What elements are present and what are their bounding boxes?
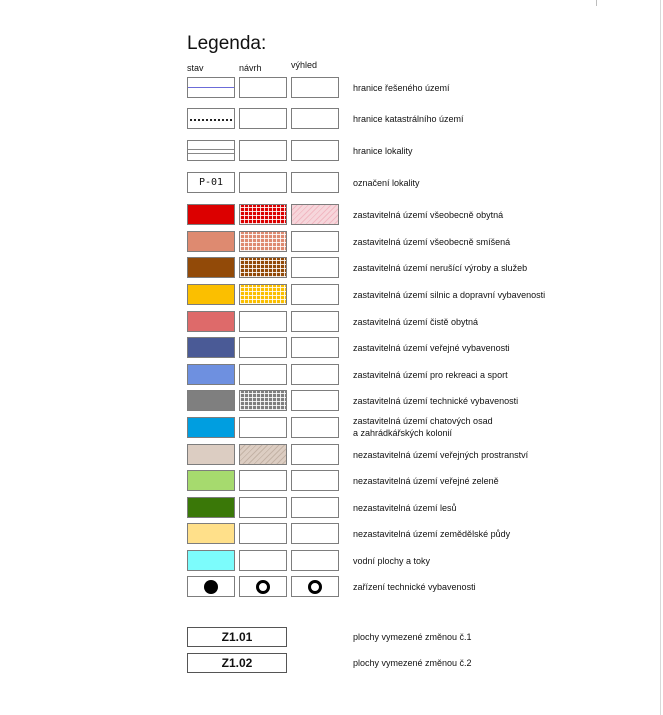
legend-label: [353, 82, 450, 94]
swatch-stav: [187, 108, 235, 129]
column-header-vyhled: výhled: [291, 60, 318, 70]
swatch-navrh: [239, 523, 287, 544]
swatch-navrh: [239, 257, 287, 278]
change-box-1: Z1.01: [187, 627, 287, 647]
swatch-stav: [187, 172, 235, 193]
swatch-navrh: [239, 470, 287, 491]
swatch-stav: [187, 311, 235, 332]
swatch-navrh: [239, 550, 287, 571]
legend-label: [353, 262, 527, 274]
legend-label-line: hranice řešeného území: [353, 83, 450, 93]
ring-dot-icon: [256, 580, 270, 594]
legend-title: Legenda:: [187, 33, 267, 54]
legend-label: [353, 395, 518, 407]
swatch-vyhled: [291, 364, 339, 385]
legend-label: [353, 449, 528, 461]
swatch-navrh: [239, 284, 287, 305]
legend-label: [353, 502, 457, 514]
change-label-2: plochy vymezené změnou č.2: [353, 658, 472, 668]
swatch-navrh: [239, 497, 287, 518]
swatch-navrh: [239, 172, 287, 193]
legend-row: [187, 444, 587, 468]
swatch-vyhled: [291, 417, 339, 438]
swatch-navrh: [239, 140, 287, 161]
swatch-vyhled: [291, 231, 339, 252]
legend-row: [187, 390, 587, 414]
legend-row: [187, 337, 587, 361]
line-sample: [188, 149, 234, 154]
legend-row: [187, 108, 587, 132]
legend-row: [187, 231, 587, 255]
pattern-fill: [240, 445, 286, 464]
swatch-navrh: [239, 337, 287, 358]
legend-label: [353, 145, 413, 157]
legend-label-line: zastavitelná území silnic a dopravní vybavenosti: [353, 290, 546, 300]
swatch-navrh: [239, 108, 287, 129]
swatch-stav: [187, 284, 235, 305]
legend-label: [353, 289, 545, 301]
legend-row: [187, 550, 587, 574]
legend-label-line: zastavitelná území všeobecně smíšená: [353, 237, 511, 247]
legend-label-line: označení lokality: [353, 178, 420, 188]
swatch-stav: [187, 497, 235, 518]
locality-code: P-01: [198, 177, 224, 188]
legend-label-line: nezastavitelná území veřejné zeleně: [353, 476, 499, 486]
swatch-vyhled: [291, 444, 339, 465]
legend-label: [353, 475, 499, 487]
swatch-vyhled: [291, 497, 339, 518]
swatch-vyhled: [291, 550, 339, 571]
column-header-navrh: návrh: [239, 63, 262, 73]
legend-label: [353, 209, 503, 221]
pattern-fill: [292, 205, 338, 224]
swatch-navrh: [239, 311, 287, 332]
swatch-navrh: [239, 576, 287, 597]
swatch-vyhled: [291, 390, 339, 411]
swatch-navrh: [239, 417, 287, 438]
legend-row: [187, 172, 587, 196]
legend-label: [353, 581, 476, 593]
legend-row: [187, 257, 587, 281]
legend-label-line: nezastavitelná území lesů: [353, 503, 457, 513]
swatch-navrh: [239, 390, 287, 411]
pattern-fill: [240, 232, 286, 251]
legend-label: [353, 415, 493, 439]
legend-row: [187, 284, 587, 308]
change-label-1: plochy vymezené změnou č.1: [353, 632, 472, 642]
legend-label-line: zastavitelná území všeobecně obytná: [353, 210, 504, 220]
legend-row: [187, 140, 587, 164]
swatch-navrh: [239, 364, 287, 385]
swatch-stav: [187, 204, 235, 225]
swatch-vyhled: [291, 172, 339, 193]
legend-label-line: vodní plochy a toky: [353, 556, 431, 566]
swatch-navrh: [239, 231, 287, 252]
swatch-vyhled: [291, 77, 339, 98]
legend-label: [353, 555, 430, 567]
swatch-stav: [187, 417, 235, 438]
ring-dot-icon: [308, 580, 322, 594]
legend-row: [187, 576, 587, 600]
swatch-stav: [187, 337, 235, 358]
swatch-vyhled: [291, 470, 339, 491]
legend-row: [187, 497, 587, 521]
legend-label-line: zastavitelná území technické vybavenosti: [353, 396, 519, 406]
swatch-stav: [187, 576, 235, 597]
line-sample: [190, 119, 232, 121]
swatch-vyhled: [291, 108, 339, 129]
legend-row: [187, 204, 587, 228]
swatch-vyhled: [291, 284, 339, 305]
page-edge-line: [660, 0, 661, 715]
legend-row: [187, 470, 587, 494]
swatch-vyhled: [291, 140, 339, 161]
swatch-navrh: [239, 444, 287, 465]
legend-label-line: zastavitelná území chatových osad: [353, 416, 493, 426]
legend-row: [187, 417, 587, 441]
swatch-vyhled: [291, 311, 339, 332]
legend-row: [187, 364, 587, 388]
swatch-vyhled: [291, 257, 339, 278]
legend-row: [187, 311, 587, 335]
legend-row: [187, 77, 587, 101]
legend-label-line: zařízení technické vybavenosti: [353, 582, 476, 592]
pattern-fill: [240, 391, 286, 410]
legend-row: [187, 523, 587, 547]
legend-label: [353, 113, 464, 125]
legend-label-line: a zahrádkářských kolonií: [353, 428, 453, 438]
pattern-fill: [240, 205, 286, 224]
swatch-stav: [187, 364, 235, 385]
legend-label-line: nezastavitelná území zemědělské půdy: [353, 529, 511, 539]
swatch-navrh: [239, 204, 287, 225]
line-sample: [188, 87, 234, 88]
swatch-stav: [187, 140, 235, 161]
legend-label: [353, 528, 510, 540]
swatch-vyhled: [291, 523, 339, 544]
legend-label-line: hranice katastrálního území: [353, 114, 464, 124]
swatch-stav: [187, 77, 235, 98]
column-header-stav: stav: [187, 63, 204, 73]
swatch-vyhled: [291, 337, 339, 358]
swatch-stav: [187, 470, 235, 491]
swatch-vyhled: [291, 576, 339, 597]
legend-label-line: zastavitelná území pro rekreaci a sport: [353, 370, 508, 380]
legend-label: [353, 342, 510, 354]
corner-tick: [596, 0, 597, 6]
legend-label-line: zastavitelná území veřejné vybavenosti: [353, 343, 510, 353]
swatch-stav: [187, 257, 235, 278]
legend-label: [353, 316, 478, 328]
swatch-stav: [187, 550, 235, 571]
pattern-fill: [240, 285, 286, 304]
legend-label: [353, 177, 420, 189]
swatch-stav: [187, 231, 235, 252]
legend-label: [353, 236, 510, 248]
swatch-stav: [187, 444, 235, 465]
pattern-fill: [240, 258, 286, 277]
swatch-stav: [187, 523, 235, 544]
legend-label-line: hranice lokality: [353, 146, 413, 156]
swatch-navrh: [239, 77, 287, 98]
solid-dot-icon: [204, 580, 218, 594]
legend-label-line: nezastavitelná území veřejných prostranství: [353, 450, 529, 460]
change-box-2: Z1.02: [187, 653, 287, 673]
legend-label: [353, 369, 508, 381]
swatch-vyhled: [291, 204, 339, 225]
swatch-stav: [187, 390, 235, 411]
legend-label-line: zastavitelná území čistě obytná: [353, 317, 479, 327]
legend-label-line: zastavitelná území nerušící výroby a služeb: [353, 263, 528, 273]
